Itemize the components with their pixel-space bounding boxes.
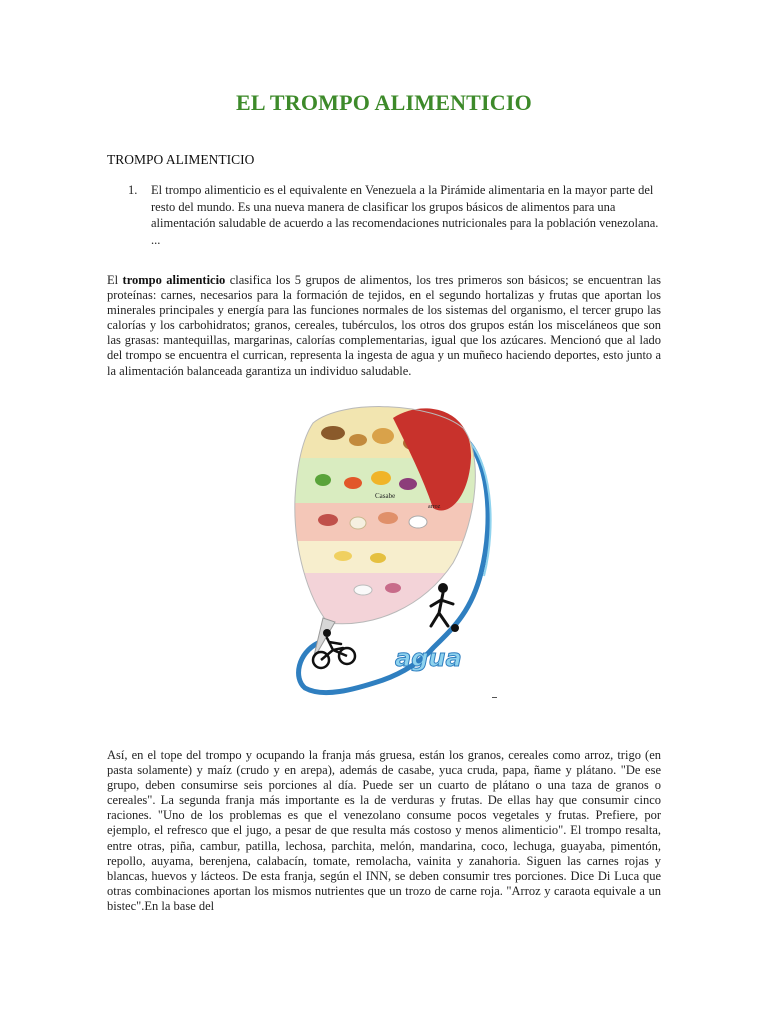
- runner-figure: [431, 583, 459, 632]
- food-eggplant: [399, 478, 417, 490]
- paragraph-intro-rest: clasifica los 5 grupos de alimentos, los tres primeros son básicos; se encuentran las proteínas: carnes, necesarios para la formación de tejidos, en el segundo hortalizas y frutas que aportan los minerales principales y energía para las funciones normales de los sistemas del organismo, el tercer grupo las calorías y los carbohidratos; granos, cereales, tubérculos, los otros dos grupos están los misceláneos que son las grasas: mantequillas, margarinas, calorías complementarias, igual que los azúcares. Mencionó que al lado del trompo se encuentra el currican, representa la ingesta de agua y un muñeco haciendo deportes, esto junto a la alimentación balanceada garantiza un individuo saludable.: [107, 273, 661, 378]
- food-sugar: [354, 585, 372, 595]
- food-arepa: [372, 428, 394, 444]
- section-heading: TROMPO ALIMENTICIO: [107, 152, 255, 167]
- paragraph-intro: [107, 273, 661, 379]
- list-item-text: El trompo alimenticio es el equivalente en Venezuela a la Pirámide alimentaria en la mayor parte del resto del mundo. Es una nueva manera de clasificar los grupos básicos de alimentos para una alimentación saludable de acuerdo a las recomendaciones nutricionales para la población venezolana. ...: [151, 183, 659, 247]
- list-item: [128, 182, 668, 248]
- figure-mark: [492, 697, 497, 698]
- water-label: agua: [395, 644, 462, 672]
- food-oil: [370, 553, 386, 563]
- food-egg: [350, 517, 366, 529]
- food-chicken: [378, 512, 398, 524]
- food-butter: [334, 551, 352, 561]
- food-label-arroz: arroz: [428, 504, 441, 510]
- paragraph-details: Así, en el tope del trompo y ocupando la franja más gruesa, están los granos, cereales como arroz, trigo (en pasta solamente) y maíz (crudo y en arepa), además de casabe, yuca cruda, papa, ñame y plátano. "De ese grupo, deben consumirse seis porciones al día. Puede ser un cuarto de plátano o una taza de granos o cereales". La segunda franja más importante es la de verduras y frutas. De ellas hay que consumir cinco raciones. "Uno de los problemas es que el venezolano consume pocos vegetales y frutas. Prefiere, por ejemplo, el refresco que el jugo, a pesar de que resulta más costoso y menos alimenticio". El trompo resalta, entre otras, piña, cambur, patilla, lechosa, parchita, melón, mandarina, coco, lechuga, guayaba, pimentón, repollo, auyama, berenjena, calabacín, tomate, remolacha, vainita y zanahoria. Siguen las carnes rojas y blancas, huevos y lácteos. De esta franja, según el INN, se deben consumir tres porciones. Dice Di Luca que otras combinaciones aportan los mismos nutrientes que un trozo de carne roja. "Arroz y caraota equivale a un bistec".En la base del: [107, 748, 661, 913]
- trompo-figure: [283, 398, 503, 708]
- numbered-list: [128, 182, 668, 248]
- paragraph-intro-lead: El: [107, 273, 123, 287]
- food-label-casabe: Casabe: [375, 492, 396, 500]
- food-meat: [318, 514, 338, 526]
- list-item-number: 1.: [128, 183, 138, 197]
- paragraph-intro-bold: trompo alimenticio: [122, 273, 226, 287]
- food-milk: [409, 516, 427, 528]
- band-fats: [283, 541, 503, 573]
- food-tomato: [344, 477, 362, 489]
- food-plantain: [349, 434, 367, 446]
- food-bread: [321, 426, 345, 440]
- food-pineapple: [371, 471, 391, 485]
- trompo-illustration: [283, 398, 503, 708]
- food-lettuce: [315, 474, 331, 486]
- food-sweets: [385, 583, 401, 593]
- page-title: EL TROMPO ALIMENTICIO: [236, 90, 532, 115]
